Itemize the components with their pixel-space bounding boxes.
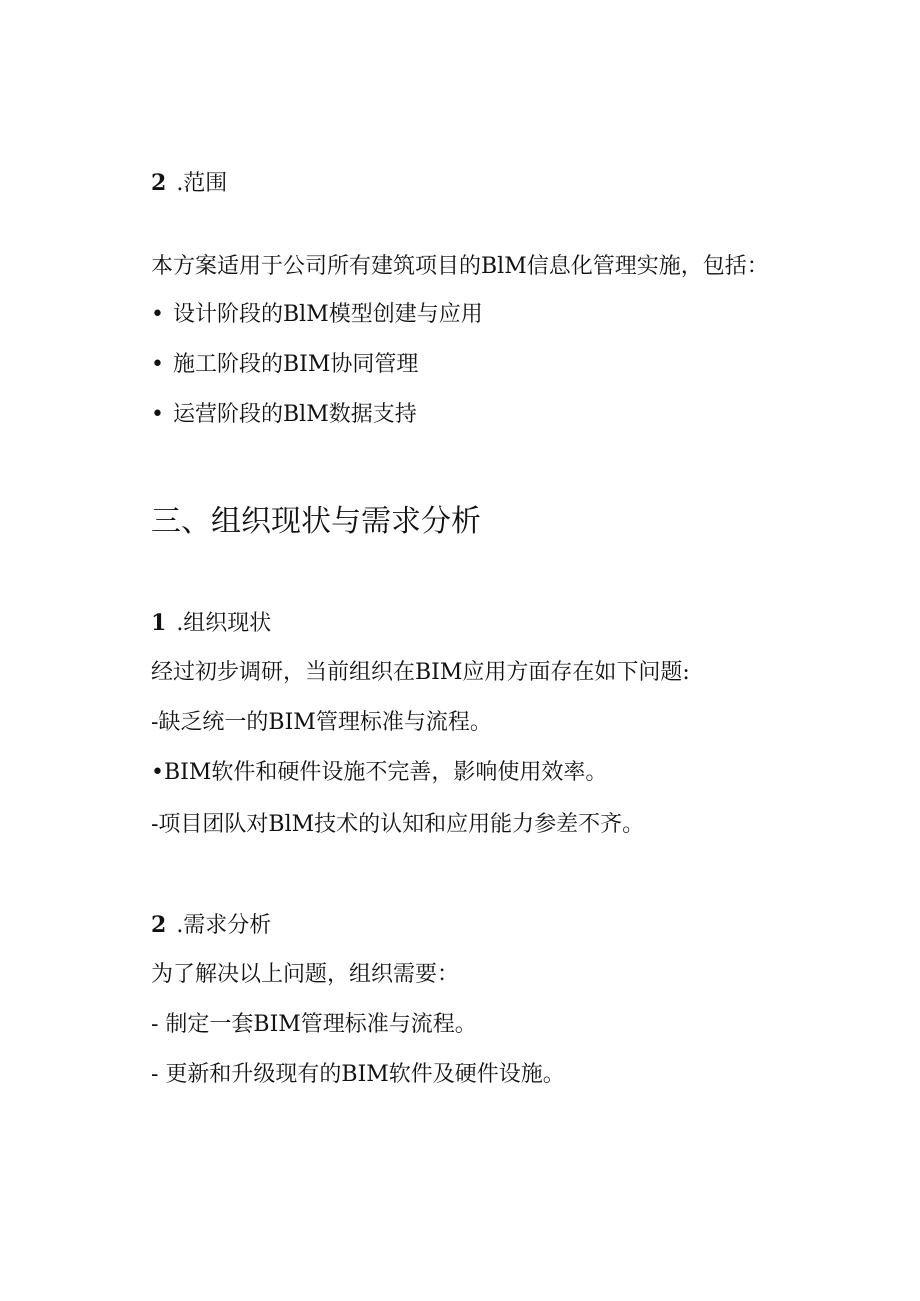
needs-item: - 更新和升级现有的BIM软件及硬件设施。 (151, 1062, 565, 1087)
current-intro: 经过初步调研，当前组织在BIM应用方面存在如下问题: (151, 660, 690, 685)
needs-heading-text: .需求分析 (176, 913, 272, 938)
scope-item (151, 350, 418, 380)
bullet-icon: • (151, 352, 164, 377)
scope-item (151, 300, 483, 330)
needs-intro: 为了解决以上问题，组织需要： (151, 962, 460, 987)
bullet-icon: • (151, 402, 164, 427)
current-item: -项目团队对BlM技术的认知和应用能力参差不齐。 (151, 812, 645, 837)
needs-heading (151, 910, 271, 941)
scope-item (151, 400, 417, 430)
scope-intro: 本方案适用于公司所有建筑项目的BlM信息化管理实施，包括： (151, 254, 769, 279)
current-heading-number: 1 (151, 610, 167, 636)
bullet-icon: • (151, 302, 164, 327)
scope-item-text: 施工阶段的BIM协同管理 (173, 352, 419, 377)
scope-item-text: 运营阶段的BlM数据支持 (173, 402, 417, 427)
section-title: 三、组织现状与需求分析 (151, 504, 481, 539)
needs-item: - 制定一套BIM管理标准与流程。 (151, 1012, 477, 1037)
current-item: -缺乏统一的BIM管理标准与流程。 (151, 710, 492, 735)
current-item: •BIM软件和硬件设施不完善，影响使用效率。 (151, 760, 608, 785)
current-heading (151, 608, 271, 639)
scope-heading (151, 168, 227, 199)
needs-heading-number: 2 (151, 912, 167, 938)
current-heading-text: .组织现状 (176, 611, 272, 636)
scope-heading-text: .范围 (176, 171, 228, 196)
scope-heading-number: 2 (151, 170, 167, 196)
scope-item-text: 设计阶段的BlM模型创建与应用 (173, 302, 483, 327)
